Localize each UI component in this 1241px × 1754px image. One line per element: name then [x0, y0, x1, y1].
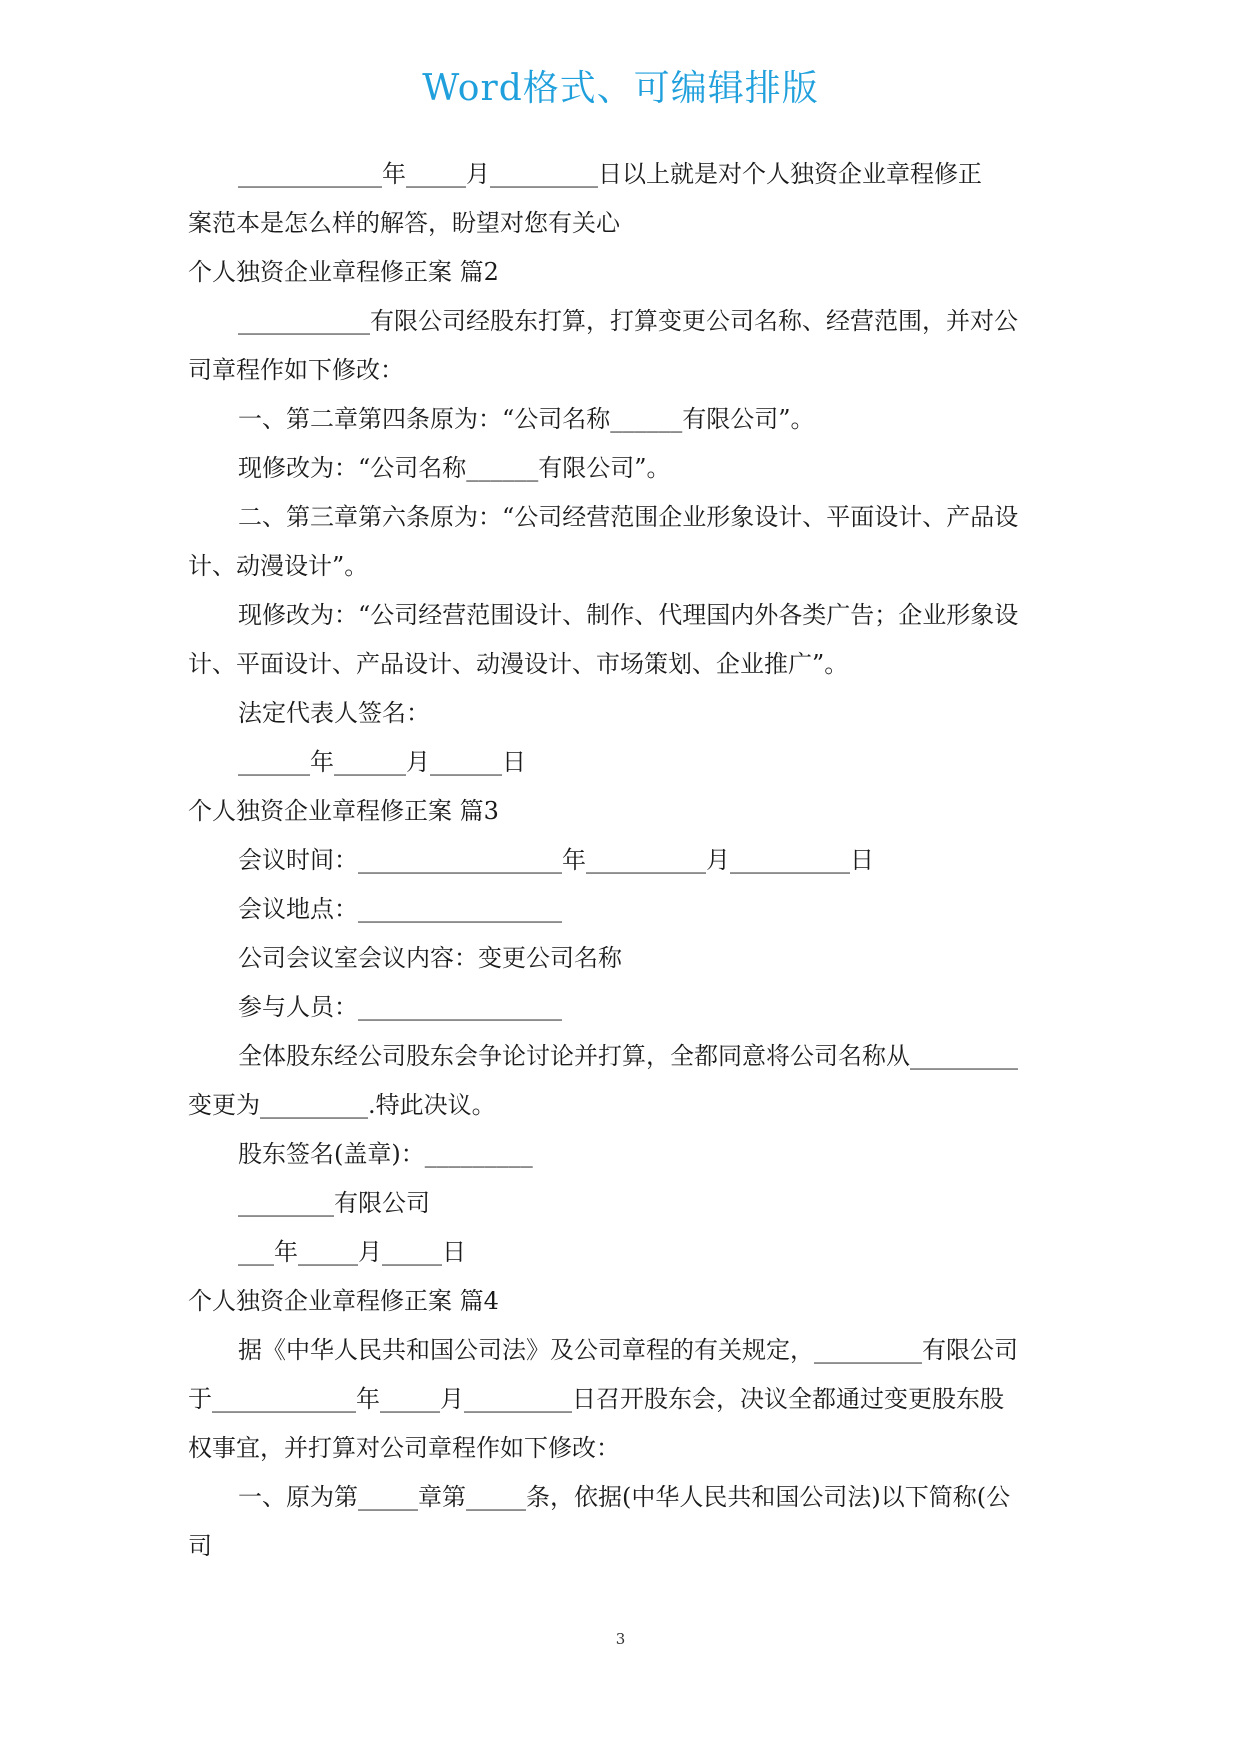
text-line: ____________年_____月_________日以上就是对个人独资企业章程修正 — [238, 160, 982, 188]
text-line: 个人独资企业章程修正案 篇4 — [188, 1287, 499, 1315]
text-line: 一、第二章第四条原为：“公司名称______有限公司”。 — [238, 405, 815, 433]
page-number: 3 — [615, 1630, 626, 1648]
text-line: 计、动漫设计”。 — [188, 552, 369, 580]
text-line: 会议时间：_________________年__________月__________日 — [238, 846, 874, 874]
text-line: 计、平面设计、产品设计、动漫设计、市场策划、企业推广”。 — [188, 650, 849, 678]
text-line: ___年_____月_____日 — [238, 1238, 466, 1266]
text-line: ________有限公司 — [238, 1189, 430, 1217]
text-line: 权事宜，并打算对公司章程作如下修改： — [188, 1434, 620, 1462]
document-body — [188, 150, 1058, 1571]
text-line: 个人独资企业章程修正案 篇2 — [188, 258, 499, 286]
text-line: 据《中华人民共和国公司法》及公司章程的有关规定，_________有限公司 — [238, 1336, 1018, 1364]
text-line: 公司会议室会议内容：变更公司名称 — [238, 944, 622, 972]
text-line: 二、第三章第六条原为：“公司经营范围企业形象设计、平面设计、产品设 — [238, 503, 1019, 531]
text-line: ___________有限公司经股东打算，打算变更公司名称、经营范围，并对公 — [238, 307, 1018, 335]
text-line: 司章程作如下修改： — [188, 356, 404, 384]
text-line: ______年______月______日 — [238, 748, 526, 776]
text-line: 个人独资企业章程修正案 篇3 — [188, 797, 499, 825]
text-line: 全体股东经公司股东会争论讨论并打算，全都同意将公司名称从_________ — [238, 1042, 1018, 1070]
text-line: 法定代表人签名： — [238, 699, 430, 727]
text-line: 股东签名(盖章)：_________ — [238, 1140, 533, 1168]
text-line: 司 — [188, 1532, 212, 1560]
text-line: 现修改为：“公司经营范围设计、制作、代理国内外各类广告；企业形象设 — [238, 601, 1019, 629]
text-line: 一、原为第_____章第_____条，依据(中华人民共和国公司法)以下简称(公 — [238, 1483, 1011, 1511]
text-line: 会议地点：_________________ — [238, 895, 562, 923]
text-line: 案范本是怎么样的解答，盼望对您有关心 — [188, 209, 620, 237]
text-line: 参与人员：_________________ — [238, 993, 562, 1021]
page-header-title: Word格式、可编辑排版 — [422, 68, 819, 109]
text-line: 于____________年_____月_________日召开股东会，决议全都通过变更股东股 — [188, 1385, 1004, 1413]
text-line: 变更为_________.特此决议。 — [188, 1091, 496, 1119]
text-line: 现修改为：“公司名称______有限公司”。 — [238, 454, 671, 482]
